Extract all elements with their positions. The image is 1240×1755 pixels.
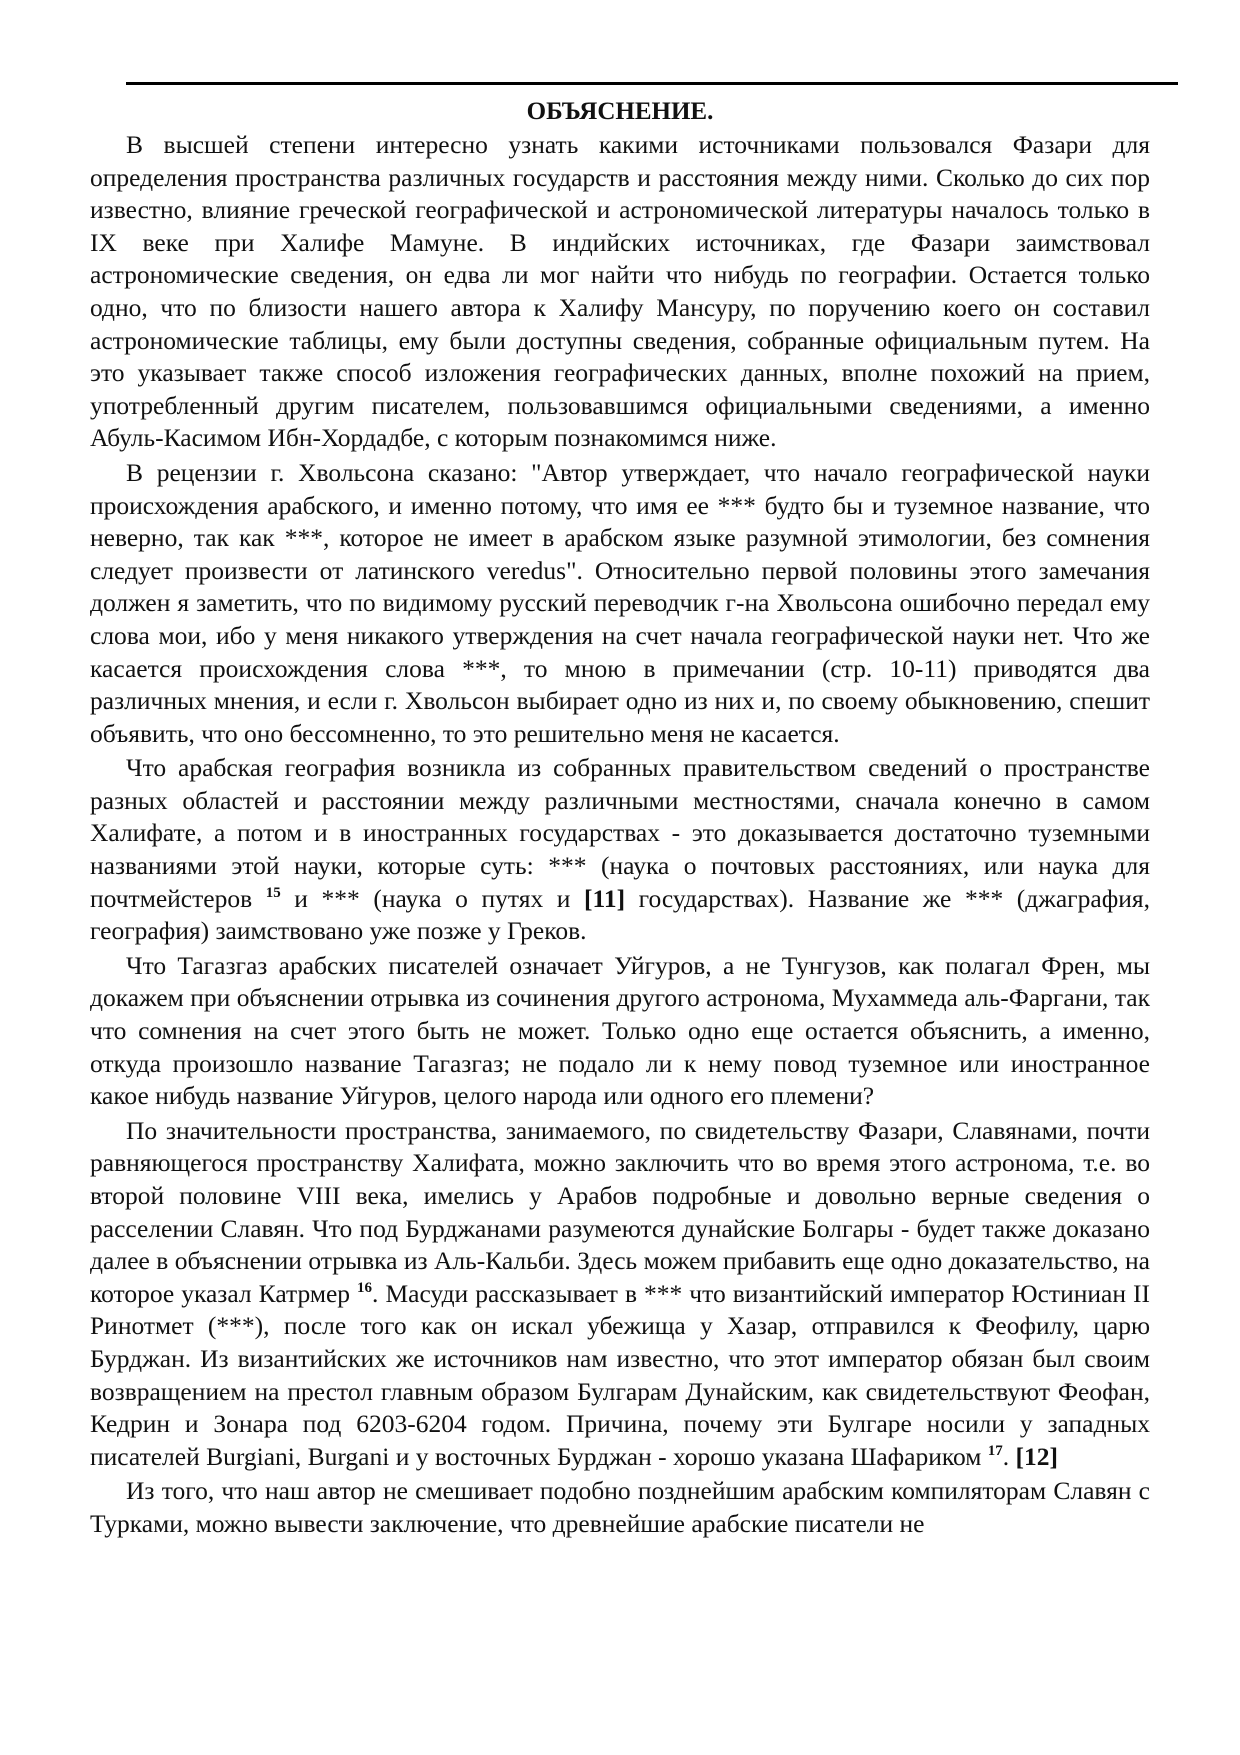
footnote-marker: 15	[265, 884, 281, 901]
page-reference: [12]	[1015, 1441, 1058, 1471]
top-rule	[126, 82, 1178, 85]
paragraph-text: и *** (наука о путях и	[280, 883, 585, 913]
paragraph-text: Что Тагазгаз арабских писателей означает Уйгуров, а не Тунгузов, как полагал Френ, мы докажем при объяснении отрывка из сочинения другого астронома, Мухаммеда аль-Фаргани, так что сомнения на счет этого быть не может. Только одно еще остается объяснить, а именно, откуда произошло название Тагазгаз; не подало ли к нему повод туземное или иностранное какое нибудь название Уйгуров, целого народа или одного его племени?	[90, 950, 1150, 1111]
paragraph-text: . Масуди рассказывает в *** что византийский император Юстиниан II Ринотмет (***), после того как он искал убежища у Хазар, отправился к Феофилу, царю Бурджан. Из византийских же источников нам известно, что этот император обязан был своим возвращением на престол главным образом Булгарам Дунайским, как свидетельствуют Феофан, Кедрин и Зонара под 6203-6204 годом. Причина, почему эти Булгаре носили у западных писателей Burgiani, Burgani и у восточных Бурджан - хорошо указана Шафариком	[90, 1278, 1150, 1471]
document-page	[90, 82, 1150, 1543]
page-reference: [11]	[584, 883, 626, 913]
footnote-marker: 17	[987, 1442, 1003, 1459]
paragraph	[90, 129, 1150, 455]
paragraph-text: .	[1002, 1441, 1016, 1471]
paragraph	[90, 950, 1150, 1113]
paragraph-text: По значительности пространства, занимаемого, по свидетельству Фазари, Славянами, почти равняющегося пространству Халифата, можно заключить что во время этого астронома, т.е. во второй половине VIII века, имелись у Арабов подробные и довольно верные сведения о расселении Славян. Что под Бурджанами разумеются дунайские Болгары - будет также доказано далее в объяснении отрывка из Аль-Кальби. Здесь можем прибавить еще одно доказательство, на которое указал Катрмер	[90, 1115, 1150, 1308]
paragraph-text: Что арабская география возникла из собранных правительством сведений о пространстве разных областей и расстоянии между различными местностями, сначала конечно в самом Халифате, а потом и в иностранных государствах - это доказывается достаточно туземными названиями этой науки, которые суть: *** (наука о почтовых расстояниях, или наука для почтмейстеров	[90, 753, 1150, 913]
paragraph	[90, 1115, 1150, 1474]
footnote-marker: 16	[357, 1279, 373, 1296]
paragraph	[90, 752, 1150, 948]
paragraph-text: В высшей степени интересно узнать какими источниками пользовался Фазари для определения пространства различных государств и расстояния между ними. Сколько до сих пор известно, влияние греческой географической и астрономической литературы началось только в IX веке при Халифе Мамуне. В индийских источниках, где Фазари заимствовал астрономические сведения, он едва ли мог найти что нибудь по географии. Остается только одно, что по близости нашего автора к Халифу Мансуру, по поручению коего он составил астрономические таблицы, ему были доступны сведения, собранные официальным путем. На это указывает также способ изложения географических данных, вполне похожий на прием, употребленный другим писателем, пользовавшимся официальными сведениями, а именно Абуль-Касимом Ибн-Хордадбе, с которым познакомимся ниже.	[90, 130, 1150, 453]
paragraph	[90, 1475, 1150, 1540]
page-title: ОБЪЯСНЕНИЕ.	[526, 98, 714, 125]
paragraph-text: Из того, что наш автор не смешивает подобно позднейшим арабским компиляторам Славян с Турками, можно вывести заключение, что древнейшие арабские писатели не	[90, 1476, 1150, 1538]
paragraph-text: В рецензии г. Хвольсона сказано: "Автор утверждает, что начало географической науки происхождения арабского, и именно потому, что имя ее *** будто бы и туземное название, что неверно, так как ***, которое не имеет в арабском языке разумной этимологии, без сомнения следует произвести от латинского veredus". Относительно первой половины этого замечания должен я заметить, что по видимому русский переводчик г-на Хвольсона ошибочно передал ему слова мои, ибо у меня никакого утверждения на счет начала географической науки нет. Что же касается происхождения слова ***, то мною в примечании (стр. 10-11) приводятся два различных мнения, и если г. Хвольсон выбирает одно из них и, по своему обыкновению, спешит объявить, что оно бессомненно, то это решительно меня не касается.	[90, 457, 1150, 748]
document-body	[90, 129, 1150, 1541]
paragraph-text: государствах). Название же *** (джаграфия, география) заимствовано уже позже у Греков.	[90, 883, 1150, 946]
paragraph	[90, 457, 1150, 750]
